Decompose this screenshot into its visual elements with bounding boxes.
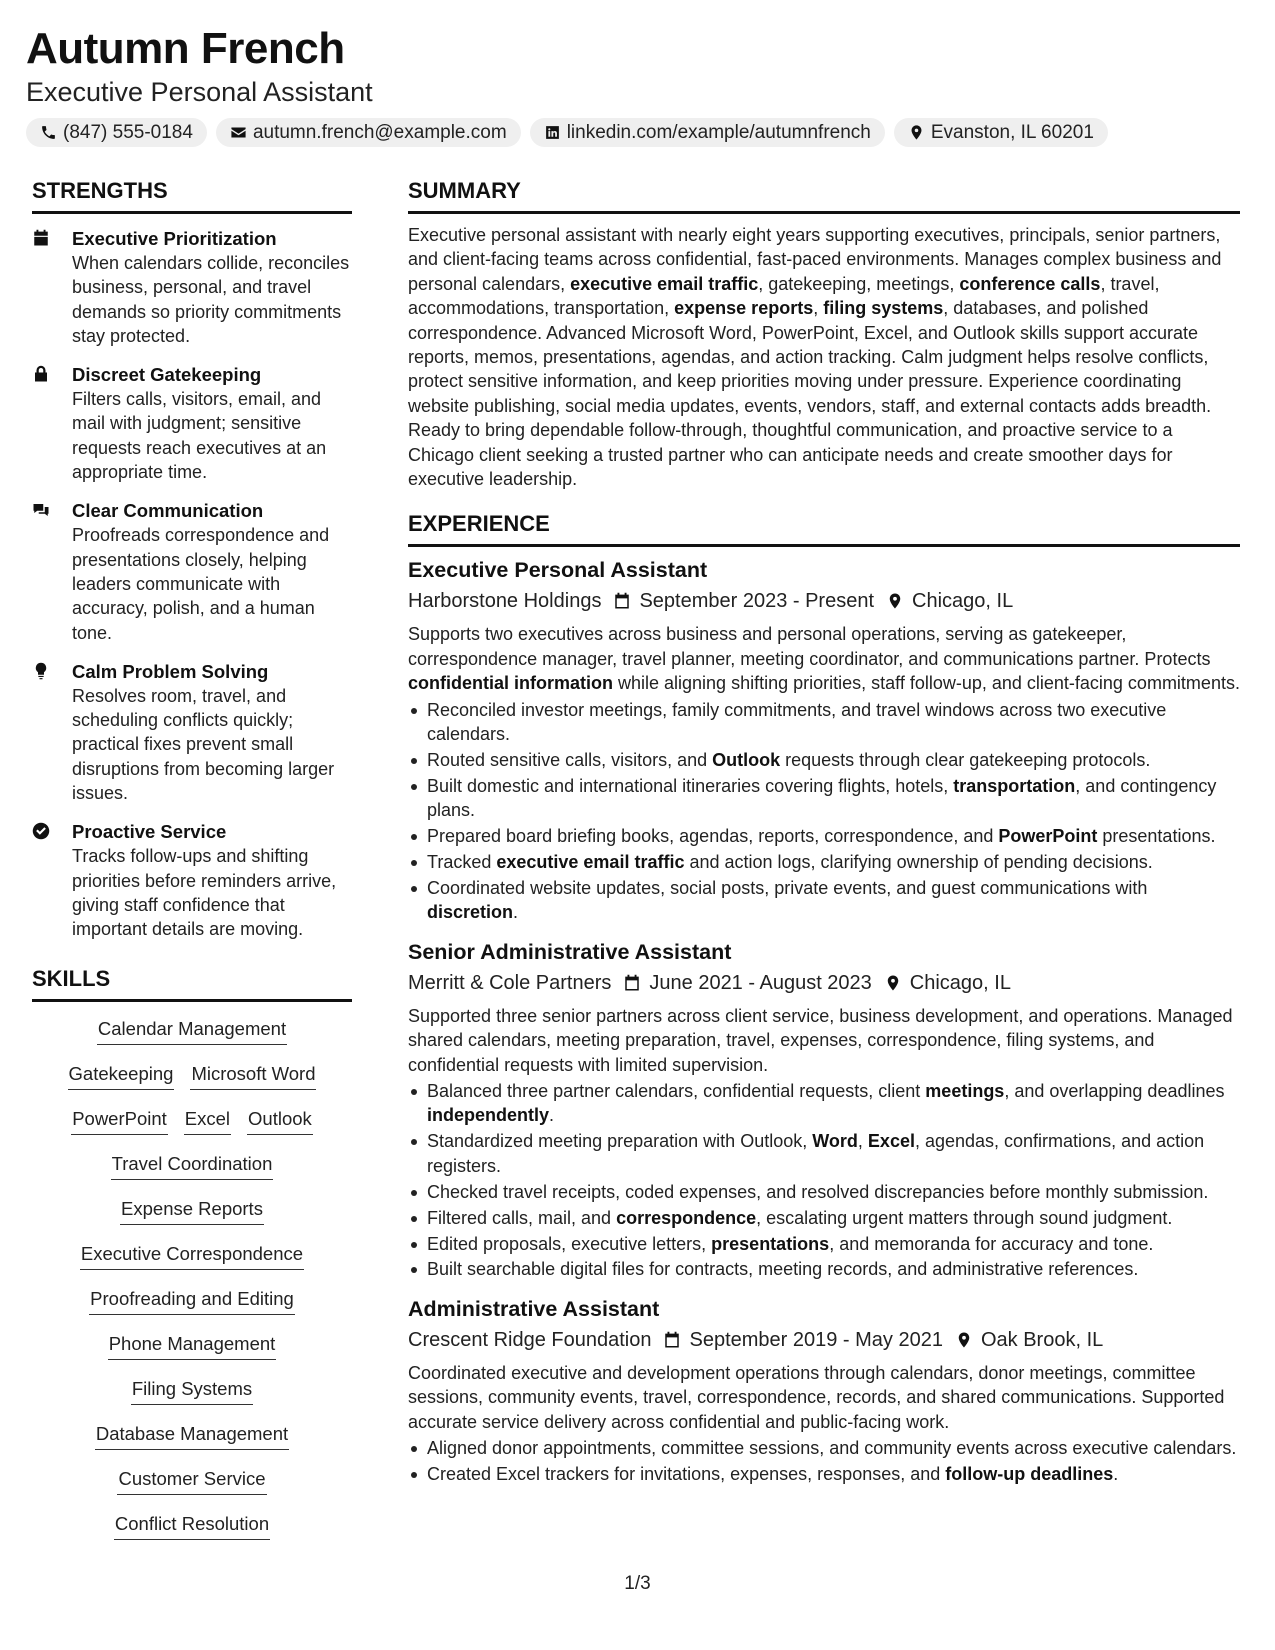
job-bullet — [408, 1206, 1240, 1230]
skill-tag: Customer Service — [117, 1466, 266, 1495]
skill-tag: Phone Management — [108, 1331, 277, 1360]
strength-name: Executive Prioritization — [72, 228, 277, 249]
right-column — [408, 176, 1240, 1486]
comments-icon — [32, 501, 50, 519]
skills-list — [32, 1016, 352, 1556]
job-meta — [408, 586, 1240, 616]
text-run: Built searchable digital files for contracts, meeting records, and administrative references. — [427, 1259, 1139, 1280]
job-location: Oak Brook, IL — [980, 1328, 1104, 1351]
job-bullet — [408, 774, 1240, 823]
strength-icon-wrap — [32, 498, 72, 644]
map-pin-icon — [908, 124, 925, 141]
job-bullet — [408, 1129, 1240, 1178]
job-entry — [408, 1294, 1240, 1487]
emphasis-text: Word — [812, 1131, 858, 1152]
summary-text — [408, 223, 1240, 491]
strength-icon-wrap — [32, 362, 72, 484]
skill-tag: Travel Coordination — [111, 1151, 274, 1180]
text-run: Tracked — [427, 852, 497, 873]
strength-item — [32, 819, 352, 941]
strengths-list — [32, 226, 352, 942]
job-dates: September 2023 - Present — [639, 590, 875, 613]
strength-icon-wrap — [32, 659, 72, 805]
job-bullets — [408, 698, 1240, 925]
left-column — [32, 176, 352, 1556]
skill-row — [32, 1016, 352, 1061]
skill-row — [32, 1421, 352, 1466]
candidate-title: Executive Personal Assistant — [26, 77, 373, 107]
skill-tag: Conflict Resolution — [114, 1511, 270, 1540]
emphasis-text: filing systems — [823, 298, 944, 319]
job-bullet — [408, 824, 1240, 848]
strengths-heading: STRENGTHS — [32, 176, 352, 214]
text-run: . — [513, 902, 519, 923]
contact-phone[interactable] — [26, 118, 207, 147]
job-bullet — [408, 850, 1240, 874]
calendar-icon — [623, 974, 641, 992]
job-bullet — [408, 698, 1240, 747]
text-run: Standardized meeting preparation with Outlook, — [427, 1131, 813, 1152]
emphasis-text: presentations — [711, 1233, 830, 1254]
strength-body — [72, 659, 352, 805]
contact-linkedin[interactable] — [530, 118, 885, 147]
map-pin-icon — [955, 1331, 973, 1349]
envelope-icon — [230, 124, 247, 141]
strength-body — [72, 498, 352, 644]
text-run: and action logs, clarifying ownership of pending decisions. — [684, 852, 1153, 873]
strength-desc: Filters calls, visitors, email, and mail with judgment; sensitive requests reach executives at an appropriate time. — [72, 389, 327, 483]
job-bullet — [408, 1257, 1240, 1281]
strength-item — [32, 362, 352, 484]
skill-row — [32, 1151, 352, 1196]
job-meta — [408, 968, 1240, 998]
skill-tag: Expense Reports — [120, 1196, 264, 1225]
skill-row — [32, 1061, 352, 1106]
contact-location — [894, 118, 1108, 147]
job-location: Chicago, IL — [912, 590, 1014, 613]
job-title: Administrative Assistant — [408, 1296, 660, 1321]
strength-body — [72, 362, 352, 484]
text-run: Edited proposals, executive letters, — [427, 1233, 712, 1254]
job-entry — [408, 937, 1240, 1282]
text-run: , databases, and polished correspondence. Advanced Microsoft Word, PowerPoint, Excel, and Outlook skills support accurate reports, memos, presentations, agendas, and action tracking. Calm judgment helps resolve conflicts, protect sensitive information, and keep priorities moving under pressure. Experience coordinating website publishing, social media updates, events, vendors, staff, and external contacts adds breadth. Ready to bring dependable follow-through, thoughtful communication, and proactive service to a Chicago client seeking a trusted partner who can anticipate needs and create smoother days for executive leadership. — [408, 298, 1212, 490]
skill-tag: Calendar Management — [97, 1016, 287, 1045]
phone-icon — [40, 124, 57, 141]
emphasis-text: Outlook — [712, 750, 781, 770]
text-run: , — [813, 298, 824, 319]
text-run: , and memoranda for accuracy and tone. — [829, 1233, 1154, 1254]
strength-name: Clear Communication — [72, 500, 264, 522]
job-bullet — [408, 748, 1240, 772]
job-bullet — [408, 1079, 1240, 1128]
skills-heading: SKILLS — [32, 964, 352, 1002]
job-description — [408, 1361, 1240, 1434]
calendar-icon — [613, 592, 631, 610]
job-description — [408, 622, 1240, 695]
contact-phone-text: (847) 555-0184 — [63, 121, 193, 143]
strength-desc: Proofreads correspondence and presentations closely, helping leaders communicate with accuracy, polish, and a human tone. — [72, 525, 330, 643]
contact-linkedin-text: linkedin.com/example/autumnfrench — [566, 121, 871, 143]
contact-email-text: autumn.french@example.com — [252, 121, 507, 143]
job-bullets — [408, 1079, 1240, 1282]
map-pin-icon — [886, 592, 904, 610]
text-run: Prepared board briefing books, agendas, reports, correspondence, and — [427, 826, 999, 847]
job-bullet — [408, 1180, 1240, 1204]
contact-location-text: Evanston, IL 60201 — [930, 121, 1094, 143]
text-run: , travel, accommodations, transportation, — [408, 273, 1160, 319]
jobs-list — [408, 555, 1240, 1486]
text-run: . — [1113, 1463, 1119, 1484]
text-run: Supports two executives across business and personal operations, serving as gatekeeper, correspondence manager, travel planner, meeting coordinator, and communications partner. Protects — [408, 624, 1211, 669]
job-bullet — [408, 1232, 1240, 1256]
text-run: , agendas, confirmations, and action registers. — [427, 1131, 1205, 1176]
text-run: presentations. — [1097, 826, 1216, 847]
strength-name: Proactive Service — [72, 821, 227, 843]
text-run: Executive personal assistant with nearly eight years supporting executives, principals, senior partners, and client-facing teams across confidential, fast-paced environments. Manages complex business and personal calendars, — [408, 225, 1222, 294]
job-meta — [408, 1325, 1240, 1355]
page-number: 1/3 — [624, 1573, 651, 1594]
strength-desc: When calendars collide, reconciles business, personal, and travel demands so priority commitments stay protected. — [72, 253, 350, 346]
strength-item — [32, 498, 352, 644]
skill-tag: Gatekeeping — [68, 1061, 175, 1090]
job-dates: June 2021 - August 2023 — [649, 971, 872, 994]
text-run: Reconciled investor meetings, family commitments, and travel windows across two executive calendars. — [427, 699, 1167, 745]
skill-row — [32, 1331, 352, 1376]
strength-body — [72, 226, 352, 348]
text-run: requests through clear gatekeeping protocols. — [780, 750, 1151, 770]
skill-tag: PowerPoint — [71, 1106, 168, 1135]
text-run: , and overlapping deadlines — [1004, 1081, 1225, 1102]
skill-tag: Proofreading and Editing — [89, 1286, 295, 1315]
job-title: Executive Personal Assistant — [408, 558, 708, 583]
experience-heading: EXPERIENCE — [408, 509, 1240, 547]
skill-row — [32, 1286, 352, 1331]
text-run: while aligning shifting priorities, staff follow-up, and client-facing commitments. — [613, 673, 1240, 694]
job-title: Senior Administrative Assistant — [408, 939, 732, 964]
calendar-icon — [663, 1331, 681, 1349]
text-run: Routed sensitive calls, visitors, and — [427, 750, 713, 770]
skill-tag: Outlook — [247, 1106, 313, 1135]
job-location: Chicago, IL — [909, 971, 1011, 994]
job-company: Merritt & Cole Partners — [408, 971, 612, 994]
text-run: , and contingency plans. — [427, 775, 1217, 821]
experience-section — [408, 509, 1240, 1486]
contact-bar — [26, 118, 1251, 147]
text-run: Created Excel trackers for invitations, expenses, responses, and — [427, 1463, 946, 1484]
emphasis-text: transportation — [953, 775, 1076, 796]
calendar-icon — [32, 229, 50, 247]
skill-tag: Excel — [184, 1106, 231, 1135]
text-run: Coordinated executive and development operations through calendars, donor meetings, committee sessions, community events, travel, correspondence, records, and shared communications. Supported accurate service delivery across confidential and public-facing work. — [408, 1362, 1225, 1432]
resume-header — [26, 22, 1251, 147]
text-run: Aligned donor appointments, committee sessions, and community events across executive calendars. — [427, 1438, 1237, 1459]
strength-body — [72, 819, 352, 941]
skill-row — [32, 1511, 352, 1556]
skill-tag: Microsoft Word — [190, 1061, 316, 1090]
text-run: Supported three senior partners across client service, business development, and operations. Managed shared calendars, meeting preparation, travel, expenses, correspondence, filing systems, and confidential requests with limited supervision. — [408, 1005, 1233, 1075]
skill-row — [32, 1106, 352, 1151]
linkedin-icon — [544, 124, 561, 141]
emphasis-text: expense reports — [674, 298, 814, 319]
job-dates: September 2019 - May 2021 — [689, 1328, 943, 1351]
emphasis-text: discretion — [427, 902, 514, 923]
check-circle-icon — [32, 822, 50, 840]
job-description — [408, 1004, 1240, 1077]
job-entry — [408, 555, 1240, 924]
emphasis-text: Excel — [867, 1131, 915, 1152]
skill-tag: Database Management — [95, 1421, 289, 1450]
skill-row — [32, 1241, 352, 1286]
lock-icon — [32, 365, 50, 383]
job-bullet — [408, 1436, 1240, 1460]
strength-item — [32, 659, 352, 805]
strength-item — [32, 226, 352, 348]
job-bullets — [408, 1436, 1240, 1486]
contact-email[interactable] — [216, 118, 521, 147]
strength-desc: Resolves room, travel, and scheduling conflicts quickly; practical fixes prevent small disruptions from becoming larger issues. — [72, 685, 335, 804]
emphasis-text: conference calls — [959, 273, 1101, 294]
text-run: Built domestic and international itineraries covering flights, hotels, — [427, 775, 954, 796]
emphasis-text: correspondence — [616, 1207, 757, 1228]
skill-row — [32, 1376, 352, 1421]
strength-name: Calm Problem Solving — [72, 660, 269, 682]
text-run: Balanced three partner calendars, confidential requests, client — [427, 1081, 926, 1102]
strength-icon-wrap — [32, 226, 72, 348]
emphasis-text: executive email traffic — [570, 273, 759, 294]
text-run: , gatekeeping, meetings, — [758, 273, 960, 294]
emphasis-text: executive email traffic — [496, 852, 685, 873]
candidate-name: Autumn French — [26, 24, 345, 73]
emphasis-text: independently — [427, 1105, 550, 1126]
text-run: , — [857, 1131, 868, 1152]
emphasis-text: meetings — [925, 1081, 1005, 1102]
job-bullet — [408, 876, 1240, 925]
job-bullet — [408, 1462, 1240, 1486]
text-run: Coordinated website updates, social posts, private events, and guest communications with — [427, 878, 1148, 899]
job-company: Harborstone Holdings — [408, 590, 602, 613]
text-run: . — [549, 1105, 555, 1126]
text-run: Filtered calls, mail, and — [427, 1207, 617, 1228]
job-company: Crescent Ridge Foundation — [408, 1328, 652, 1351]
summary-heading: SUMMARY — [408, 176, 1240, 214]
skill-tag: Executive Correspondence — [80, 1241, 304, 1270]
skill-row — [32, 1466, 352, 1511]
strength-desc: Tracks follow-ups and shifting priorities before reminders arrive, giving staff confidence that important details are moving. — [72, 846, 337, 940]
text-run: , escalating urgent matters through sound judgment. — [756, 1207, 1173, 1228]
strength-name: Discreet Gatekeeping — [72, 364, 262, 386]
map-pin-icon — [884, 974, 902, 992]
emphasis-text: follow-up deadlines — [945, 1463, 1114, 1484]
text-run: Checked travel receipts, coded expenses, and resolved discrepancies before monthly submission. — [427, 1181, 1209, 1202]
emphasis-text: confidential information — [408, 673, 613, 694]
strength-icon-wrap — [32, 819, 72, 941]
skill-row — [32, 1196, 352, 1241]
lightbulb-icon — [32, 662, 50, 680]
skill-tag: Filing Systems — [131, 1376, 253, 1405]
emphasis-text: PowerPoint — [998, 826, 1098, 847]
